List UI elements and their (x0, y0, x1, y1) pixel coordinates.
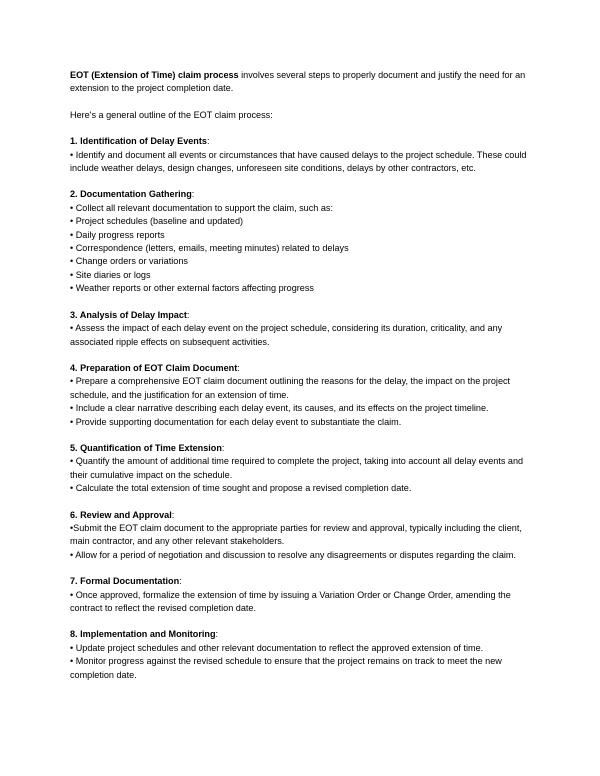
bullet-item: •Submit the EOT claim document to the appropriate parties for review and approval, typically including the client, main contractor, and any other relevant stakeholders. (70, 522, 522, 547)
intro-text: involves several steps to properly document and justify the need for an extension to the project completion date. (70, 70, 526, 94)
section-heading: 8. Implementation and Monitoring: (70, 629, 219, 640)
bullet-item: • Quantify the amount of additional time required to complete the project, taking into account all delay events and their cumulative impact on the schedule. (70, 456, 524, 480)
bullet-item: • Calculate the total extension of time sought and propose a revised completion date. (70, 483, 412, 494)
bullet-item: • Collect all relevant documentation to support the claim, such as: (70, 202, 333, 213)
bullet-item: • Project schedules (baseline and updated) (70, 216, 244, 227)
section-heading: 5. Quantification of Time Extension: (70, 442, 225, 453)
section-heading: 6. Review and Approval: (70, 509, 175, 520)
bullet-item: • Prepare a comprehensive EOT claim document outlining the reasons for the delay, the impact on the project schedule, and the justification for an extension of time. (70, 376, 511, 400)
section-4 (70, 362, 534, 429)
section-heading: 2. Documentation Gathering: (70, 189, 195, 200)
section-6 (70, 509, 534, 563)
outline-text: Here's a general outline of the EOT claim process: (70, 109, 273, 120)
section-3 (70, 309, 534, 349)
bullet-item: • Allow for a period of negotiation and discussion to resolve any disagreements or disputes regarding the claim. (70, 549, 516, 560)
bullet-item: • Assess the impact of each delay event on the project schedule, considering its duration, criticality, and any associated ripple effects on subsequent activities. (70, 323, 503, 347)
intro-bold-lead: EOT (Extension of Time) claim process (70, 70, 239, 80)
bullet-item: • Include a clear narrative describing each delay event, its causes, and its effects on the project timeline. (70, 403, 489, 414)
bullet-item: • Site diaries or logs (70, 269, 151, 280)
bullet-item: • Once approved, formalize the extension of time by issuing a Variation Order or Change Order, amending the contract to reflect the revised completion date. (70, 589, 511, 613)
intro-paragraph (70, 69, 534, 96)
section-heading: 3. Analysis of Delay Impact: (70, 309, 190, 320)
section-heading: 4. Preparation of EOT Claim Document: (70, 362, 240, 373)
bullet-item: • Daily progress reports (70, 229, 165, 240)
section-heading: 1. Identification of Delay Events: (70, 136, 210, 147)
section-5 (70, 442, 534, 496)
bullet-item: • Provide supporting documentation for each delay event to substantiate the claim. (70, 416, 402, 427)
bullet-item: • Weather reports or other external factors affecting progress (70, 283, 314, 294)
section-heading: 7. Formal Documentation: (70, 576, 182, 587)
section-8 (70, 628, 534, 682)
bullet-item: • Identify and document all events or circumstances that have caused delays to the project schedule. These could include weather delays, design changes, unforeseen site conditions, delays by other contractors, etc. (70, 149, 527, 174)
section-2 (70, 188, 534, 295)
bullet-item: • Monitor progress against the revised schedule to ensure that the project remains on track to meet the new completion date. (70, 656, 502, 680)
section-7 (70, 575, 534, 615)
bullet-item: • Update project schedules and other relevant documentation to reflect the approved extension of time. (70, 642, 484, 653)
bullet-item: • Change orders or variations (70, 256, 188, 267)
bullet-item: • Correspondence (letters, emails, meeting minutes) related to delays (70, 243, 349, 254)
section-1 (70, 135, 534, 175)
